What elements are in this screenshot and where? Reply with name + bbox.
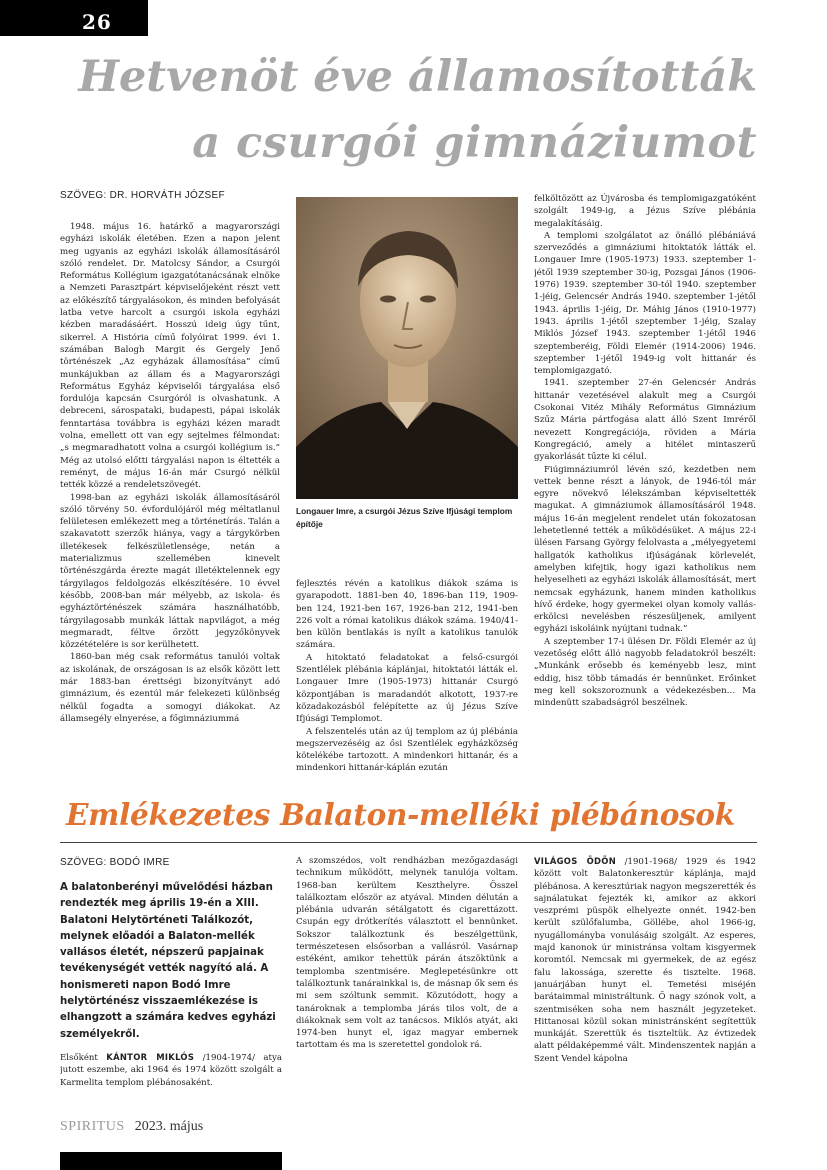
second-article-column-1 [60, 1051, 282, 1111]
text-run: Elsőként [60, 1053, 98, 1063]
page-footer [60, 1115, 203, 1135]
article-column-1 [60, 221, 280, 781]
article-lead: A balatonberényi művelődési házban rendezték meg április 19-én a XIII. Balatoni Helytörténeti Találkozót, melynek előadói a Balaton-mellék vallásos életét, népszerű papjainak tevékenységét vették nagyító alá. A honismereti napon Bodó Imre helytörténész visszaemlékezése is elhangzott a számára kedves egyházi személyekről. [60, 882, 276, 1040]
second-article-column-3 [534, 855, 756, 1110]
paragraph: felköltözött az Újvárosba és templomigazgatóként szolgált 1949-ig, a Jézus Szíve plébánia megalakításáig. [534, 194, 756, 229]
article-column-3 [534, 193, 756, 785]
paragraph: 1941. szeptember 27-én Gelencsér András hittanár vezetésével alakult meg a Csurgói Csokonai Vitéz Mihály Református Gimnázium Szűz Mária pártfogása alatt álló Szent Imréről nevezett Kongregációja, röviden a Mária Kongregáció, amely a hitélet mintaszerű gyakorlását tűzte ki célul. [534, 378, 756, 463]
article-title-line-2: a csurgói gimnáziumot [192, 118, 757, 168]
text-run: /1904-1974/ atya jutott eszembe, aki 1964 és 1974 között szolgált a Karmelita templom plébánosaként. [60, 1053, 282, 1088]
person-name: VILÁGOS ÖDÖN [534, 856, 617, 866]
footer-bar [60, 1152, 282, 1170]
title-underline [60, 842, 757, 843]
issue-date: 2023. május [134, 1119, 204, 1134]
paragraph: A szomszédos, volt rendházban mezőgazdasági technikum működött, melynek tanulója voltam. 1968-ban kerültem Keszthelyre. Összel találkoztam először az atyával. Minden délután a plébánia udvarán sétálgatott és cigarettázott. Csupán egy drótkerítés választott el bennünket. Sokszor találkoztunk és beszélgettünk, természetesen elsősorban a vallásról. Vasárnap estéként, amikor tehettük párán átszöktünk a templomba szentmisére. Meglepetésünkre ott találkoztunk tanárainkkal is, de másnap ők sem és mi sem szóltunk semmit. Közutódott, hogy a tanároknak a templomba járás tilos volt, de a diákoknak sem volt az tanácsos. Miklós atyát, aki 1974-ben hunyt el, igaz magyar embernek tartottam és ma is szeretettel gondolok rá. [296, 856, 518, 1051]
second-article-column-2 [296, 855, 518, 1110]
paragraph: Fiúgimnáziumról lévén szó, kezdetben nem vettek benne részt a lányok, de 1946-tól már egyre növekvő lélekszámban képviseltették magukat. A gimnáziumok államosításáról 1948. május 16-án megjelent rendelet után fokozatosan lehetetlenné tették a működésüket. A május 22-i ülésen Farsang György felolvasta a „mélyegyetemi hallgatók katholikus ifjúságának körlevelét, amelyben kifejtik, hogy igazi katholikus nem helyeselheti az egyházi iskolák államosítását, mert nemcsak egyházunk, hanem minden katholikus hívő érdeke, hogy gyermekei olyan komoly vallás-erkölcsi nevelésben részesüljenek, amilyent egyházi iskoláink nyújtani tudnak.” [534, 464, 756, 635]
page-number: 26 [82, 10, 112, 34]
article-title-line-1: Hetvenöt éve államosították [78, 52, 757, 102]
article-byline: SZÖVEG: DR. HORVÁTH JÓZSEF [60, 190, 225, 201]
article-column-2 [296, 578, 518, 783]
paragraph: A templomi szolgálatot az önálló plébániává szerveződés a gimnáziumi hitoktatók látták el. Longauer Imre (1905-1973) 1933. szeptember 1-jétől 1939 szeptember 30-ig, Pozsgai János (1906-1976) 1939. szeptember 30-tól 1940. szeptember 1-jéig, Gelencsér András 1940. szeptember 1-jétől 1943. április 1-jéig, Dr. Máhig János (1910-1977) 1943. április 1-jétől szeptember 1-jéig, Szalay Miklós József 1943. szeptember 1-jétől 1946 szeptemberéig, Földi Elemér (1914-2006) 1946. szeptember 1-jétől 1949-ig volt hittanár és templomigazgató. [534, 230, 756, 377]
photo-caption: Longauer Imre, a csurgói Jézus Szíve Ifjúsági templom építője [296, 506, 513, 529]
page-number-bar [0, 0, 148, 36]
text-run: /1901-1968/ 1929 és 1942 között volt Balatonkeresztúr káplánja, majd plébánosa. A keresztúriak nagyon megszerették és sajnálatukat fejezték ki, amikor az akkori veszprémi püspök elhelyezte onnét. 1942-ben került szülőfalumba, Göllébe, ahol 1966-ig, nyugállományba vonulásáig szolgált. Az esperes, majd kanonok úr ministránsa voltam kisgyermek koromtól. Nemcsak mi gyermekek, de az egész falu lakossága, szerette és tisztelte. 1968. januárjában hunyt el. Temetési miséjén barátaimmal ministráltunk. Ő nagy szónok volt, a szentmiséken soha nem használt jegyzeteket. Hittanosai közül sokan ministránsként segítettük munkáját. Szerettük és tiszteltük. Az évtizedek alatt példaképemmé vált. Mindenszentek napján a Szent Vendel kápolna [534, 857, 756, 1064]
portrait-photo [296, 197, 518, 499]
paragraph: A szeptember 17-i ülésen Dr. Földi Elemér az új vezetőség előtt álló nagyobb feladatokról beszélt: „Munkánk erősebb és keményebb lesz, mint eddig, hisz több támadás ér bennünket. Erőinket meg kell sokszoroznunk a védekezésben… Ma mindenütt szabadságról beszélnek. [534, 636, 756, 709]
paragraph: A hitoktató feladatokat a felső-csurgói Szentlélek plébánia káplánjai, hitoktatói látták el. Longauer Imre (1905-1973) hittanár Csurgó központjában is maradandót alkotott, 1937-re közadakozásból felépítette az új Jézus Szíve Ifjúsági Templomot. [296, 652, 518, 725]
portrait-illustration [296, 197, 518, 499]
paragraph: 1860-ban még csak református tanulói voltak az iskolának, de országosan is az elsők között lett már 1883-ban érettségi bizonyítványt adó gimnázium, és ezentúl már felekezeti különbség nélkül fogadta a somogyi diákokat. Az államsegély elnyerése, a főgimnáziummá [60, 652, 280, 724]
paragraph: 1948. május 16. határkő a magyarországi egyházi iskolák életében. Ezen a napon jelent meg ugyanis az egyházi iskolák államosításáról szóló rendelet. Dr. Matolcsy Sándor, a Csurgói Református Kollégium igazgatótanácsának elnöke a Nemzeti Parasztpárt képviselőjeként részt vett az előkészítő tárgyalásokon, és minden befolyását latba vetve harcolt a csurgói iskola egyházi kézben maradásáért. Hosszú ideig úgy tűnt, sikerrel. A História című folyóirat 1999. évi 1. számában Balogh Margit és Gergely Jenő történészek „Az egyházak államosítása” című munkájukban az állam és a Magyarországi Református Egyház képviselői tárgyalása első fordulója kapcsán Csurgóról is olvashatunk. A debreceni, sárospataki, budapesti, pápai iskolák fenntartása továbbra is egyházi kézen maradt volna, emellett ott van egy sejtelmes félmondat: „s megmaradhatott volna a csurgói kollégium is.” Még az utolsó előtti tárgyalási napon is éltették a reményt, de május 16-án már Csurgó nélkül tették közzé a rendeletszövegét. [60, 222, 280, 491]
second-article-title: Emlékezetes Balaton-melléki plébánosok [66, 797, 735, 832]
paragraph: A felszentelés után az új templom az új plébánia megszervezéséig az ősi Szentlélek egyházközség kötelékébe tartozott. A mindenkori hittanár, és a mindenkori hittanár-káplán ezután [296, 726, 518, 774]
person-name: KÁNTOR MIKLÓS [106, 1052, 195, 1062]
second-article-byline: SZÖVEG: BODÓ IMRE [60, 857, 170, 868]
paragraph: 1998-ban az egyházi iskolák államosításáról szóló törvény 50. évfordulójáról még méltatlanul felületesen emlékezett meg a történetírás. Talán a szakavatott szerzők hiánya, vagy a tárgykörben illetékesek felkészületlensége, netán a materializmus szellemében kinevelt történészgárda érezte magát illetéktelennek egy tárgyilagos feldolgozás elkészítésére. 10 évvel később, 2008-ban már mélyebb, az iskola- és egyháztörténészek számára használhatóbb, tárgyilagosabb munkák láttak napvilágot, a még megmaradt, féltve őrzött jegyzőkönyvek közzétételére is sor kerülhetett. [60, 492, 280, 651]
paragraph: fejlesztés révén a katolikus diákok száma is gyarapodott. 1881-ben 40, 1896-ban 119, 1909-ben 124, 1921-ben 167, 1926-ban 212, 1941-ben 226 volt a római katolikus diákok száma. 1940/41-ben külön bentlakás is nyílt a katolikus tanulók számára. [296, 579, 518, 651]
magazine-name: SPIRITUS [60, 1119, 125, 1134]
